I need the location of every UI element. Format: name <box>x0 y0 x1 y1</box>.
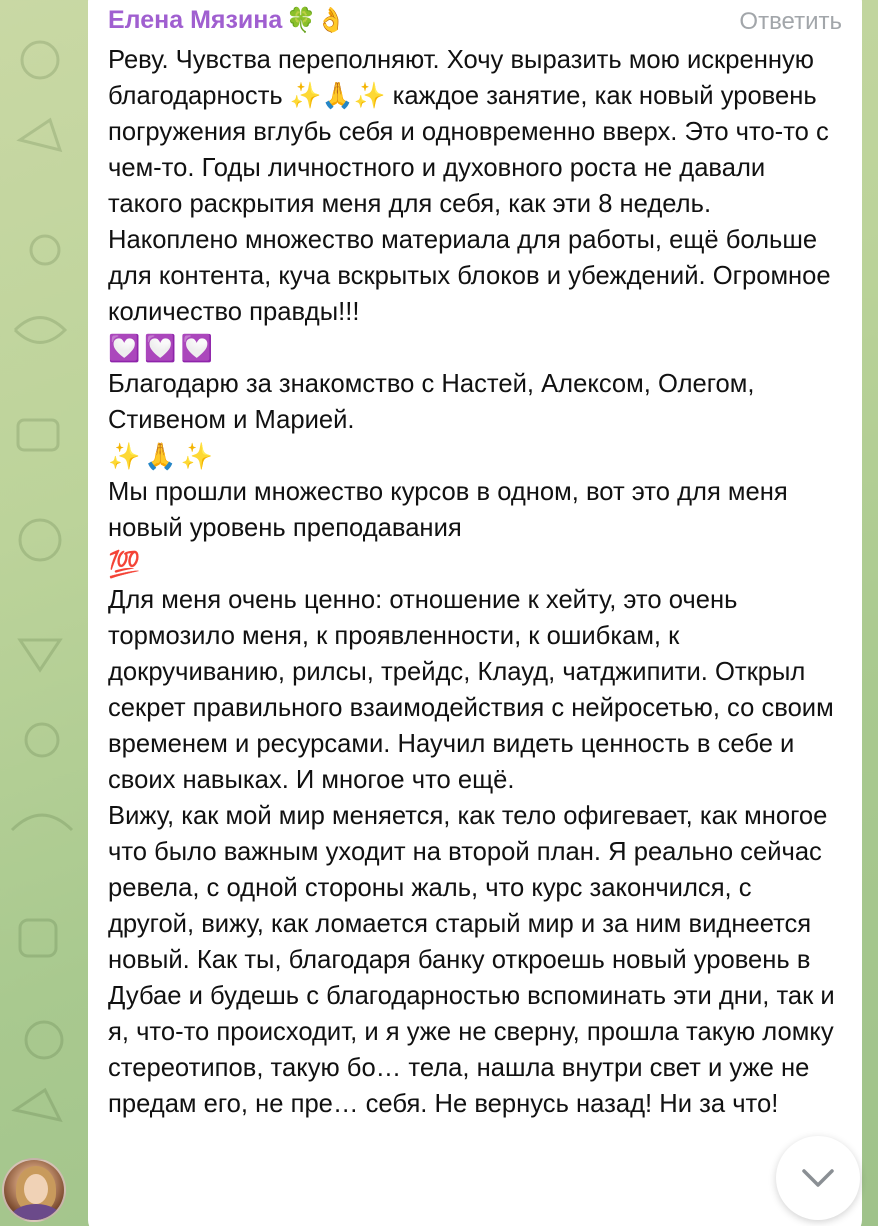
avatar-face-shape <box>24 1174 48 1204</box>
scroll-down-button[interactable] <box>776 1136 860 1220</box>
message-paragraph-2: Благодарю за знакомство с Настей, Алексом, Олегом, Стивеном и Марией. <box>108 370 755 434</box>
message-emoji-row-hearts: 💟💟💟 <box>108 333 218 363</box>
message-header <box>108 6 844 42</box>
message-emoji-row-pray: ✨🙏✨ <box>108 441 218 471</box>
message-emoji-row-hundred: 💯 <box>108 549 145 579</box>
avatar-body-shape <box>10 1204 62 1222</box>
avatar[interactable] <box>2 1158 66 1222</box>
message-paragraph-3: Мы прошли множество курсов в одном, вот это для меня новый уровень преподавания <box>108 478 788 542</box>
chevron-down-icon <box>798 1158 838 1198</box>
message-bubble[interactable] <box>88 0 862 1226</box>
message-paragraph-5: Вижу, как мой мир меняется, как тело офигевает, как многое что было важным уходит на второй план. Я реально сейчас ревела, с одной стороны жаль, что курс закончился, с другой, вижу, как ломается старый мир и за ним виднеется новый. Как ты, благодаря банку откроешь новый уровень в Дубае и будешь с благодарностью вспоминать эти дни, так и я, что-то происходит, и я уже не сверну, прошла такую ломку стереотипов, такую бо… тела, нашла внутри свет и уже не предам его, не пре… себя. Не вернусь назад! Ни за что! <box>108 802 835 1118</box>
reply-button[interactable]: Ответить <box>739 8 842 35</box>
message-text <box>108 42 844 1122</box>
sender-emoji-status: 🍀👌 <box>286 6 347 34</box>
sender-name-row[interactable] <box>108 6 346 35</box>
message-paragraph-4: Для меня очень ценно: отношение к хейту, это очень тормозило меня, к проявленности, к ошибкам, к докручиванию, рилсы, трейдс, Клауд, чатджипити. Открыл секрет правильного взаимодействия с нейросетью, со своим временем и ресурсами. Научил видеть ценность в себе и своих навыках. И многое что ещё. <box>108 586 834 794</box>
message-paragraph-1: Реву. Чувства переполняют. Хочу выразить мою искренную благодарность ✨🙏✨ каждое занятие, как новый уровень погружения вглубь себя и одновременно вверх. Это что-то с чем-то. Годы личностного и духовного роста не давали такого раскрытия меня для себя, как эти 8 недель. Накоплено множество материала для работы, ещё больше для контента, куча вскрытых блоков и убеждений. Огромное количество правды!!! <box>108 46 831 326</box>
sender-name[interactable]: Елена Мязина <box>108 6 283 34</box>
